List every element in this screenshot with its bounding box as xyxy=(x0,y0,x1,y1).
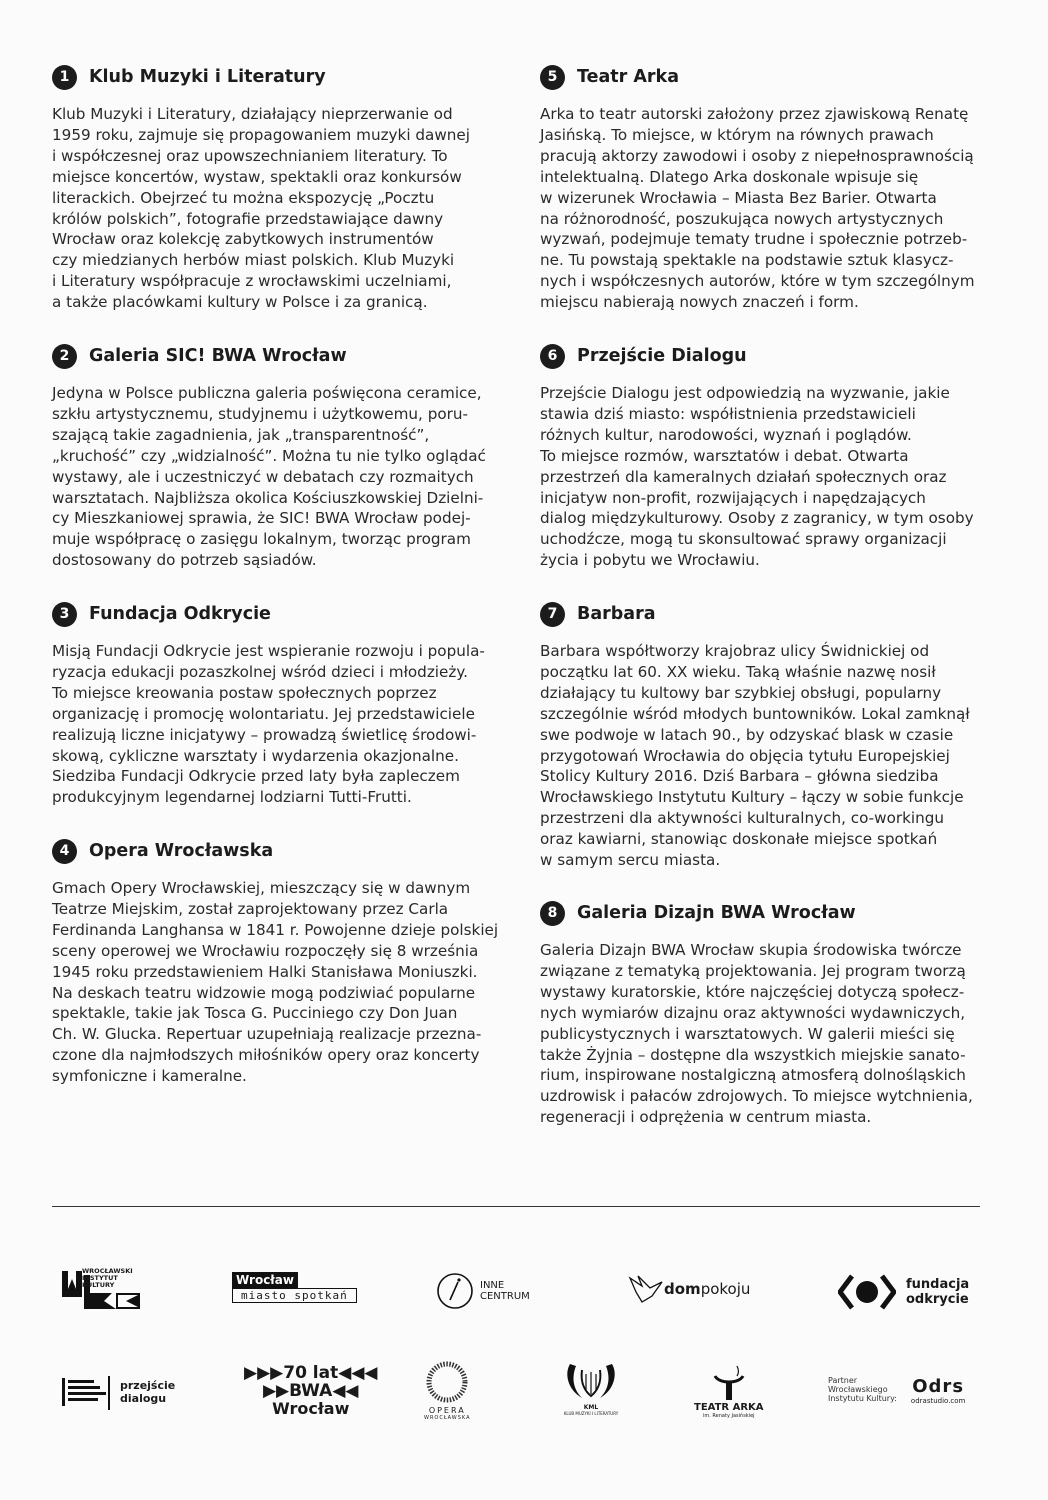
entry-body-line: publicystycznych i warsztatowych. W galerii mieści się xyxy=(540,1024,955,1043)
entry-body-line: Arka to teatr autorski założony przez zjawiskową Renatę xyxy=(540,105,969,123)
entry-body-line: wystawy kuratorskie, które najczęściej dotyczą społecz- xyxy=(540,982,965,1001)
entry-body-line: muje współpracę o zasięgu lokalnym, tworząc program xyxy=(52,530,471,549)
entry-body-line: dostosowany do potrzeb sąsiadów. xyxy=(52,551,317,570)
number-badge-icon: 2 xyxy=(52,344,77,369)
entry-body-line: 1959 roku, zajmuje się propagowaniem muzyki dawnej xyxy=(52,125,470,144)
entry-body-line: związane z tematyką projektowania. Jej program tworzą xyxy=(540,961,966,980)
entry-body-line: To miejsce kreowania postaw społecznych poprzez xyxy=(52,683,437,702)
inne-centrum-text-2: CENTRUM xyxy=(480,1291,530,1302)
entry-body xyxy=(52,641,485,808)
entry-body-line: działający tu kultowy bar szybkiej obsługi, popularny xyxy=(540,683,942,702)
entry-przejscie-dialogu xyxy=(540,341,974,571)
kml-lyre-icon xyxy=(562,1360,620,1404)
entry-header xyxy=(52,62,477,92)
entry-body-line: wystawy, ale i uczestniczyć w debatach czy rozmaitych xyxy=(52,467,474,486)
entry-klub-muzyki xyxy=(52,62,477,313)
entry-body-line: skową, cykliczne warsztaty i wydarzenia okazjonalne. xyxy=(52,746,459,765)
kml-logo xyxy=(562,1360,620,1416)
entry-body-line: Stolicy Kultury 2016. Dziś Barbara – główna siedziba xyxy=(540,767,939,786)
kml-text-2: KLUB MUZYKI I LITERATURY xyxy=(563,1411,619,1416)
entry-body-line: spektakle, takie jak Tosca G. Pucciniego czy Don Juan xyxy=(52,1004,458,1023)
bwa-arrow-left-icon: ▶▶▶ xyxy=(244,1363,284,1383)
bwa-text-3: Wrocław xyxy=(272,1399,350,1418)
entry-body-line: uchodźcze, mogą tu skonsultować sprawy organizacji xyxy=(540,530,947,549)
entry-galeria-dizajn xyxy=(540,898,973,1128)
opera-subtext: WROCŁAWSKA xyxy=(424,1415,471,1421)
partner-text-3: Instytutu Kultury: xyxy=(828,1394,897,1403)
footer-divider xyxy=(52,1206,980,1207)
entry-header xyxy=(540,599,965,629)
number-badge-icon: 5 xyxy=(540,65,565,90)
entry-body-line: nych i współczesnych autorów, które w tym szczególnym xyxy=(540,272,975,291)
entry-body-line: także Żyjnia – dostępne dla wszystkich miejskie sanato- xyxy=(540,1045,966,1064)
entry-body-line: stawia dziś miasto: współistnienia przedstawicieli xyxy=(540,404,916,423)
entry-header xyxy=(52,341,477,371)
entry-body-line: miejsce koncertów, wystaw, spektakli oraz konkursów xyxy=(52,167,462,186)
entry-body-line: regeneracji i odprężenia w centrum miasta. xyxy=(540,1108,872,1127)
entry-body-line: Ch. W. Glucka. Repertuar uzupełniają realizacje przezna- xyxy=(52,1025,482,1044)
teatr-arka-text: TEATR ARKA xyxy=(694,1402,764,1413)
entry-body-line: 1945 roku przedstawieniem Halki Stanisława Moniuszki. xyxy=(52,962,478,981)
entry-body-line: sceny operowej we Wrocławiu rozpoczęły się 8 września xyxy=(52,941,479,960)
number-badge-icon: 8 xyxy=(540,901,565,926)
entry-title: Klub Muzyki i Literatury xyxy=(89,67,326,87)
entry-body-line: czy miedzianych herbów miast polskich. Klub Muzyki xyxy=(52,251,455,270)
entry-galeria-sic xyxy=(52,341,486,571)
bwa-arrow-left-2-icon: ▶▶ xyxy=(262,1381,290,1401)
entry-body-line: Misją Fundacji Odkrycie jest wspieranie rozwoju i popula- xyxy=(52,642,485,660)
entry-body-line: życia i pobytu we Wrocławiu. xyxy=(540,551,760,570)
wroclaw-logo xyxy=(232,1272,357,1303)
entry-opera-wroclawska xyxy=(52,836,499,1087)
entry-header xyxy=(52,836,477,866)
entry-body-line: początku lat 60. XX wieku. Taką właśnie nazwę nosił xyxy=(540,662,936,681)
entry-body-line: Wrocław oraz kolekcję zabytkowych instrumentów xyxy=(52,230,434,249)
entry-body-line: wyzwań, podejmuje tematy trudne i społecznie potrzeb- xyxy=(540,230,968,249)
entry-header xyxy=(540,62,965,92)
entry-body-line: rium, inspirowane nostalgiczną atmosferą dolnośląskich xyxy=(540,1066,966,1085)
bwa-text-2: BWA xyxy=(289,1381,333,1401)
entry-body xyxy=(52,878,499,1087)
entry-title: Galeria Dizajn BWA Wrocław xyxy=(577,903,856,923)
entry-body-line: swe podwoje w latach 90., by odzyskać blask w czasie xyxy=(540,725,954,744)
entry-body xyxy=(52,104,477,313)
entry-body xyxy=(540,104,975,313)
fundacja-odkrycie-logo xyxy=(838,1272,969,1312)
entry-body-line: To miejsce rozmów, warsztatów i debat. Otwarta xyxy=(540,446,909,465)
fundacja-text-2: odkrycie xyxy=(906,1292,969,1307)
number-badge-icon: 3 xyxy=(52,602,77,627)
entry-body-line: produkcyjnym legendarnej lodziarni Tutti-Frutti. xyxy=(52,788,412,807)
bwa-70-logo xyxy=(244,1364,377,1418)
entry-title: Barbara xyxy=(577,604,656,624)
entry-title: Galeria SIC! BWA Wrocław xyxy=(89,346,347,366)
przejscie-text-1: przejście xyxy=(120,1379,176,1392)
inne-centrum-mark-icon xyxy=(436,1272,474,1310)
entry-body-line: Teatrze Miejskim, został zaprojektowany przez Carla xyxy=(52,899,449,918)
entry-body-line: dialog międzykulturowy. Osoby z zagranicy, w tym osoby xyxy=(540,509,974,528)
entry-body-line: Barbara współtworzy krajobraz ulicy Świdnickiej od xyxy=(540,642,930,660)
entry-body-line: cy Mieszkaniowej sprawia, że SIC! BWA Wrocław podej- xyxy=(52,509,471,528)
entry-title: Opera Wrocławska xyxy=(89,841,274,861)
entry-teatr-arka xyxy=(540,62,975,313)
entry-title: Teatr Arka xyxy=(577,67,680,87)
entry-body xyxy=(540,641,970,871)
entry-fundacja-odkrycie xyxy=(52,599,485,808)
entry-body xyxy=(540,383,974,571)
entry-body-line: Na deskach teatru widzowie mogą podziwiać popularne xyxy=(52,983,476,1002)
entry-body-line: w samym sercu miasta. xyxy=(540,851,721,870)
entry-header xyxy=(540,341,965,371)
entry-body-line: organizację i promocję wolontariatu. Jej przedstawiciele xyxy=(52,704,475,723)
teatr-arka-mark-icon xyxy=(709,1364,749,1402)
entry-body-line: Ferdinanda Langhansa w 1841 r. Powojenne dzieje polskiej xyxy=(52,920,499,939)
kml-text-1: KML xyxy=(583,1404,599,1411)
number-badge-icon: 1 xyxy=(52,65,77,90)
wroclaw-logo-bottom: miasto spotkań xyxy=(232,1288,357,1303)
dom-pokoju-bird-icon xyxy=(628,1274,664,1304)
number-badge-icon: 7 xyxy=(540,602,565,627)
entry-body-line: i Literatury współpracuje z wrocławskimi uczelniami, xyxy=(52,272,452,291)
entry-body-line: szającą takie zagadnienia, jak „transparentność”, xyxy=(52,425,430,444)
entry-body xyxy=(52,383,486,571)
entry-body-line: Galeria Dizajn BWA Wrocław skupia środowiska twórcze xyxy=(540,941,962,959)
entry-body-line: w wizerunek Wrocławia – Miasta Bez Barier. Otwarta xyxy=(540,188,937,207)
entry-body-line: przestrzeni dla aktywności kulturalnych, co-workingu xyxy=(540,809,945,828)
entry-header xyxy=(52,599,477,629)
entry-body-line: nych wymiarów dizajnu oraz aktywności wydawniczych, xyxy=(540,1003,966,1022)
entry-body-line: Jedyna w Polsce publiczna galeria poświęcona ceramice, xyxy=(52,384,482,402)
entry-body-line: literackich. Obejrzeć tu można ekspozycję „Pocztu xyxy=(52,188,435,207)
entry-body xyxy=(540,940,973,1128)
dom-pokoju-bold: dom xyxy=(664,1280,701,1298)
entry-body-line: intelektualną. Dlatego Arka doskonale wpisuje się xyxy=(540,167,919,186)
entry-body-line: Jasińską. To miejsce, w którym na równych prawach xyxy=(540,125,934,144)
partner-text-1: Partner xyxy=(828,1376,858,1385)
entry-body-line: szczególnie wśród młodych buntowników. Lokal zamknął xyxy=(540,704,970,723)
przejscie-text-2: dialogu xyxy=(120,1392,167,1405)
entry-body-line: królów polskich”, fotografie przedstawiające dawny xyxy=(52,209,444,228)
odra-url: odrastudio.com xyxy=(910,1397,966,1405)
number-badge-icon: 6 xyxy=(540,344,565,369)
opera-text: OPERA xyxy=(428,1406,466,1415)
odra-logo-text: Odrs xyxy=(912,1376,965,1397)
teatr-arka-logo xyxy=(694,1364,764,1419)
teatr-arka-subtext: im. Renaty Jasińskiej xyxy=(702,1413,755,1419)
entry-body-line: miejscu nabierają nowych znaczeń i form. xyxy=(540,293,859,312)
entry-body-line: na różnorodność, poszukująca nowych artystycznych xyxy=(540,209,944,228)
entry-barbara xyxy=(540,599,970,871)
number-badge-icon: 4 xyxy=(52,839,77,864)
bwa-arrow-right-2-icon: ◀◀ xyxy=(332,1381,359,1401)
entry-body-line: Przejście Dialogu jest odpowiedzią na wyzwanie, jakie xyxy=(540,384,950,402)
entry-body-line: warsztatach. Najbliższa okolica Kościuszkowskiej Dzielni- xyxy=(52,488,484,507)
entry-body-line: czone dla najmłodszych miłośników opery oraz koncerty xyxy=(52,1046,480,1065)
entry-body-line: symfoniczne i kameralne. xyxy=(52,1067,247,1086)
partner-block xyxy=(828,1376,965,1405)
entry-header xyxy=(540,898,965,928)
entry-body-line: inicjatyw non-profit, rozwijających i napędzających xyxy=(540,488,926,507)
entry-body-line: ryzacja edukacji pozaszkolnej wśród dzieci i młodzieży. xyxy=(52,662,468,681)
bwa-arrow-right-icon: ◀◀◀ xyxy=(338,1363,378,1383)
entry-body-line: Siedziba Fundacji Odkrycie przed laty była zapleczem xyxy=(52,767,460,786)
entry-body-line: szkłu artystycznemu, studyjnemu i użytkowemu, poru- xyxy=(52,404,468,423)
entry-body-line: Wrocławskiego Instytutu Kultury – łączy w sobie funkcje xyxy=(540,788,964,807)
inne-centrum-logo xyxy=(436,1272,530,1310)
wroclaw-logo-top: Wrocław xyxy=(232,1272,298,1288)
dom-pokoju-light: pokoju xyxy=(700,1280,751,1298)
entry-body-line: oraz kawiarni, stanowiąc doskonałe miejsce spotkań xyxy=(540,830,938,849)
opera-ring-icon xyxy=(425,1360,469,1404)
entry-body-line: Klub Muzyki i Literatury, działający nieprzerwanie od xyxy=(52,105,453,123)
entry-body-line: Gmach Opery Wrocławskiej, mieszczący się w dawnym xyxy=(52,879,471,897)
entry-body-line: uzdrowisk i pałaców zdrojowych. To miejsce wytchnienia, xyxy=(540,1087,973,1106)
entry-body-line: ne. Tu powstają spektakle na podstawie sztuk klasycz- xyxy=(540,251,954,270)
przejscie-dialogu-mark-icon xyxy=(60,1372,114,1412)
partner-text-2: Wrocławskiego xyxy=(828,1385,888,1394)
entry-body-line: i współczesnej oraz upowszechnianiem literatury. To xyxy=(52,146,448,165)
fundacja-text-1: fundacja xyxy=(906,1277,970,1292)
wik-logo xyxy=(60,1266,150,1314)
entry-body-line: przestrzeń dla kameralnych działań społecznych oraz xyxy=(540,467,947,486)
entry-body-line: realizują liczne inicjatywy – prowadzą świetlicę środowi- xyxy=(52,725,477,744)
entry-body-line: „kruchość” czy „widzialność”. Można tu nie tylko oglądać xyxy=(52,446,486,465)
fundacja-odkrycie-mark-icon xyxy=(838,1272,896,1312)
entry-body-line: przygotowań Wrocławia do objęcia tytułu Europejskiej xyxy=(540,746,950,765)
bwa-text-1: 70 lat xyxy=(283,1363,339,1383)
wik-text: WROCŁAWSKI INSTYTUT KULTURY xyxy=(82,1267,133,1289)
entry-body-line: różnych kultur, narodowości, wyznań i poglądów. xyxy=(540,425,912,444)
entry-body-line: a także placówkami kultury w Polsce i za granicą. xyxy=(52,293,428,312)
entry-body-line: pracują aktorzy zawodowi i osoby z niepełnosprawnością xyxy=(540,146,974,165)
entry-title: Przejście Dialogu xyxy=(577,346,747,366)
entry-title: Fundacja Odkrycie xyxy=(89,604,271,624)
inne-centrum-text-1: INNE xyxy=(480,1280,505,1291)
opera-logo xyxy=(424,1360,471,1421)
przejscie-dialogu-logo xyxy=(60,1372,175,1412)
dom-pokoju-logo xyxy=(628,1274,750,1304)
